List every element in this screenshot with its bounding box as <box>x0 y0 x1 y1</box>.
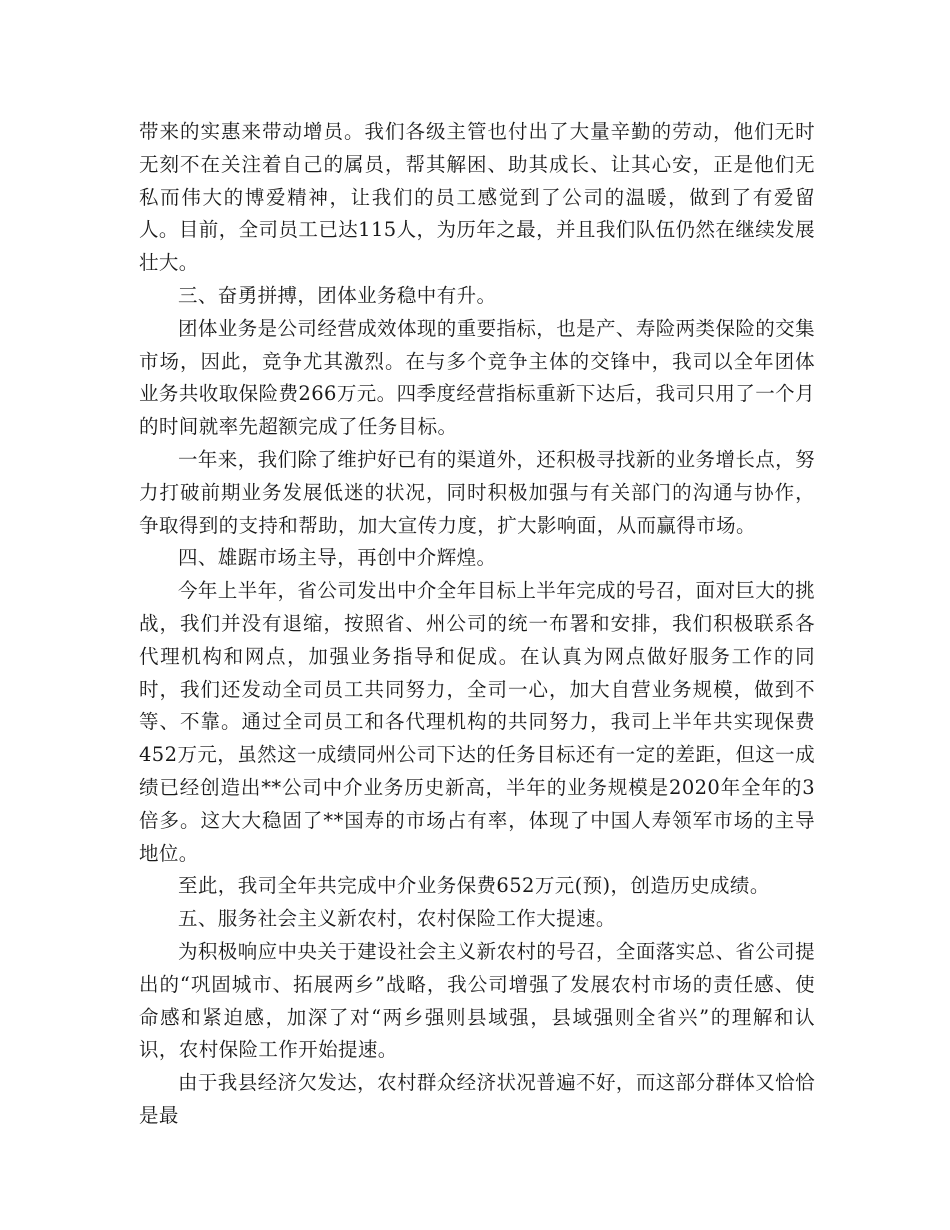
section-heading: 五、服务社会主义新农村，农村保险工作大提速。 <box>178 907 616 931</box>
section-heading: 四、雄踞市场主导，再创中介辉煌。 <box>178 546 497 570</box>
paragraph: 由于我县经济欠发达，农村群众经济状况普遍不好，而这部分群体又恰恰是最 <box>139 1071 815 1127</box>
paragraph: 带来的实惠来带动增员。我们各级主管也付出了大量辛勤的劳动，他们无时无刻不在关注着自己的属员，帮其解困、助其成长、让其心安，正是他们无私而伟大的博爱精神，让我们的员工感觉到了公司的温暖，做到了有爱留人。目前，全司员工已达115人，为历年之最，并且我们队伍仍然在继续发展壮大。 <box>139 120 815 275</box>
paragraph: 一年来，我们除了维护好已有的渠道外，还积极寻找新的业务增长点，努力打破前期业务发展低迷的状况，同时积极加强与有关部门的沟通与协作，争取得到的支持和帮助，加大宣传力度，扩大影响面，从而赢得市场。 <box>139 447 815 537</box>
paragraph: 为积极响应中央关于建设社会主义新农村的号召，全面落实总、省公司提出的“巩固城市、拓展两乡”战略，我公司增强了发展农村市场的责任感、使命感和紧迫感，加深了对“两乡强则县域强，县域强则全省兴”的理解和认识，农村保险工作开始提速。 <box>139 939 815 1062</box>
paragraph: 今年上半年，省公司发出中介全年目标上半年完成的号召，面对巨大的挑战，我们并没有退缩，按照省、州公司的统一布署和安排，我们积极联系各代理机构和网点，加强业务指导和促成。在认真为网点做好服务工作的同时，我们还发动全司员工共同努力，全司一心，加大自营业务规模，做到不等、不靠。通过全司员工和各代理机构的共同努力，我司上半年共实现保费452万元，虽然这一成绩同州公司下达的任务目标还有一定的差距，但这一成绩已经创造出**公司中介业务历史新高，半年的业务规模是2020年全年的3倍多。这大大稳固了**国寿的市场占有率，体现了中国人寿领军市场的主导地位。 <box>139 579 815 865</box>
paragraph: 至此，我司全年共完成中介业务保费652万元(预)，创造历史成绩。 <box>178 874 770 898</box>
document-body <box>139 116 815 1133</box>
section-heading: 三、奋勇拼搏，团体业务稳中有升。 <box>178 283 497 307</box>
paragraph: 团体业务是公司经营成效体现的重要指标，也是产、寿险两类保险的交集市场，因此，竞争尤其激烈。在与多个竞争主体的交锋中，我司以全年团体业务共收取保险费266万元。四季度经营指标重新下达后，我司只用了一个月的时间就率先超额完成了任务目标。 <box>139 316 815 439</box>
